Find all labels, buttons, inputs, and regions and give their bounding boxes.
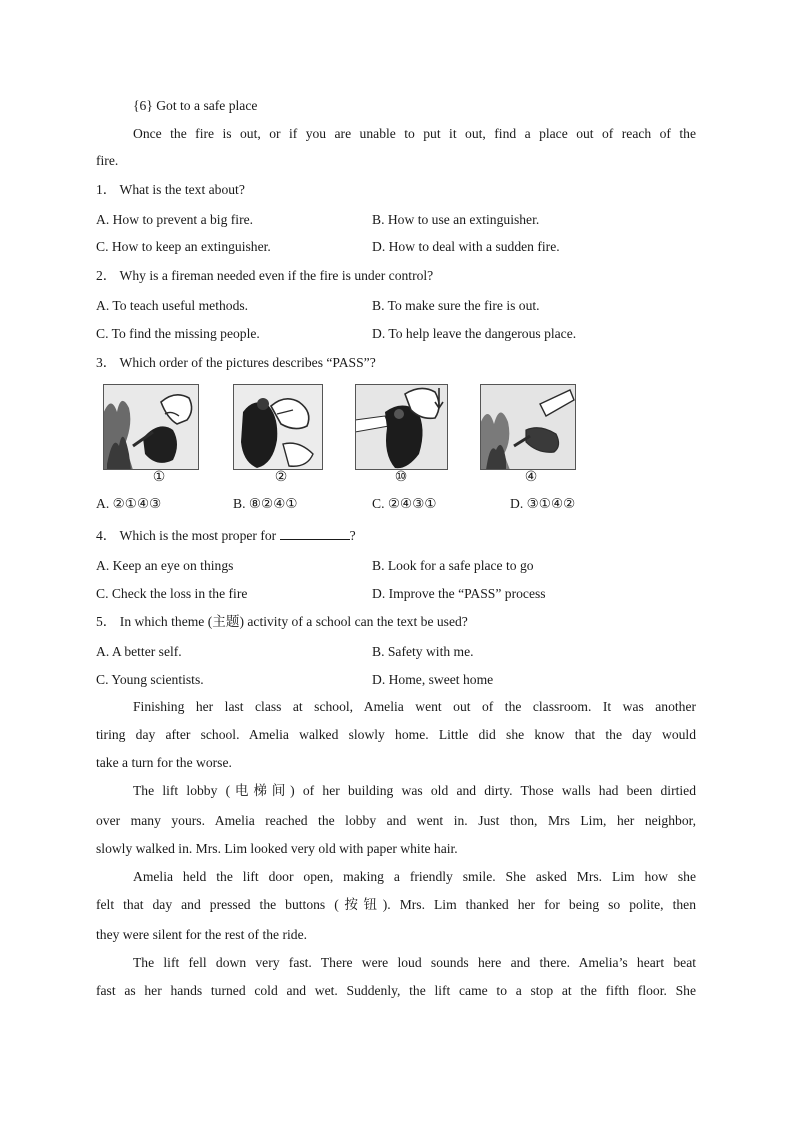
question-3-stem: 3． Which order of the pictures describes “PASS”? (96, 355, 376, 370)
q4-option-b: B. Look for a safe place to go (372, 558, 534, 573)
q1-option-d: D. How to deal with a sudden fire. (372, 239, 560, 254)
question-1-stem: 1． What is the text about? (96, 182, 245, 197)
q5-option-b: B. Safety with me. (372, 644, 474, 659)
answer-blank (280, 527, 350, 540)
question-4-stem-text: 4． Which is the most proper for (96, 528, 277, 543)
paragraph-line: fire. (96, 153, 119, 168)
q3-option-a: A. ②①④③ (96, 496, 162, 511)
passage-line: slowly walked in. Mrs. Lim looked very old with paper white hair. (96, 841, 458, 856)
picture-3-squeeze-handle (355, 384, 448, 470)
q2-option-c: C. To find the missing people. (96, 326, 260, 341)
q4-option-a: A. Keep an eye on things (96, 558, 234, 573)
q4-option-d: D. Improve the “PASS” process (372, 586, 546, 601)
q5-option-c: C. Young scientists. (96, 672, 204, 687)
picture-1-extinguisher-aim (103, 384, 199, 470)
q1-option-a: A. How to prevent a big fire. (96, 212, 254, 227)
q1-option-c: C. How to keep an extinguisher. (96, 239, 271, 254)
picture-1-label: ① (152, 470, 166, 485)
q3-option-b: B. ⑧②④① (233, 496, 298, 511)
q2-option-d: D. To help leave the dangerous place. (372, 326, 577, 341)
question-5-stem: 5． In which theme (主题) activity of a school can the text be used? (96, 614, 468, 629)
q2-option-a: A. To teach useful methods. (96, 298, 249, 313)
passage-line: tiring day after school. Amelia walked slowly home. Little did she know that the day would (96, 727, 696, 742)
q3-option-d: D. ③①④② (510, 496, 576, 511)
picture-3-label: ⑩ (394, 470, 408, 485)
passage-line: take a turn for the worse. (96, 755, 232, 770)
question-4-stem-end: ? (349, 528, 356, 543)
question-2-stem: 2． Why is a fireman needed even if the fire is under control? (96, 268, 434, 283)
q3-option-c: C. ②④③① (372, 496, 437, 511)
q2-option-b: B. To make sure the fire is out. (372, 298, 540, 313)
passage-line: The lift fell down very fast. There were loud sounds here and there. Amelia’s heart beat (133, 955, 696, 970)
picture-2-label: ② (274, 470, 288, 485)
section-heading: {6} Got to a safe place (133, 98, 258, 113)
passage-line: over many yours. Amelia reached the lobby and went in. Just thon, Mrs Lim, her neighbor, (96, 813, 696, 828)
passage-line: Amelia held the lift door open, making a friendly smile. She asked Mrs. Lim how she (133, 869, 696, 884)
q5-option-a: A. A better self. (96, 644, 182, 659)
picture-4-sweep-side-to-side (480, 384, 576, 470)
question-4-stem (96, 527, 696, 545)
paragraph-line: Once the fire is out, or if you are unable to put it out, find a place out of reach of the (133, 126, 696, 141)
passage-line: fast as her hands turned cold and wet. Suddenly, the lift came to a stop at the fifth floor. She (96, 983, 696, 998)
q5-option-d: D. Home, sweet home (372, 672, 494, 687)
picture-4-label: ④ (524, 470, 538, 485)
passage-line: The lift lobby (电梯间) of her building was old and dirty. Those walls had been dirtied (133, 783, 696, 798)
passage-line: Finishing her last class at school, Amelia went out of the classroom. It was another (133, 699, 696, 714)
q1-option-b: B. How to use an extinguisher. (372, 212, 540, 227)
q4-option-c: C. Check the loss in the fire (96, 586, 248, 601)
passage-line: felt that day and pressed the buttons (按钮). Mrs. Lim thanked her for being so polite, then (96, 897, 696, 912)
picture-2-pull-pin (233, 384, 323, 470)
passage-line: they were silent for the rest of the ride. (96, 927, 308, 942)
